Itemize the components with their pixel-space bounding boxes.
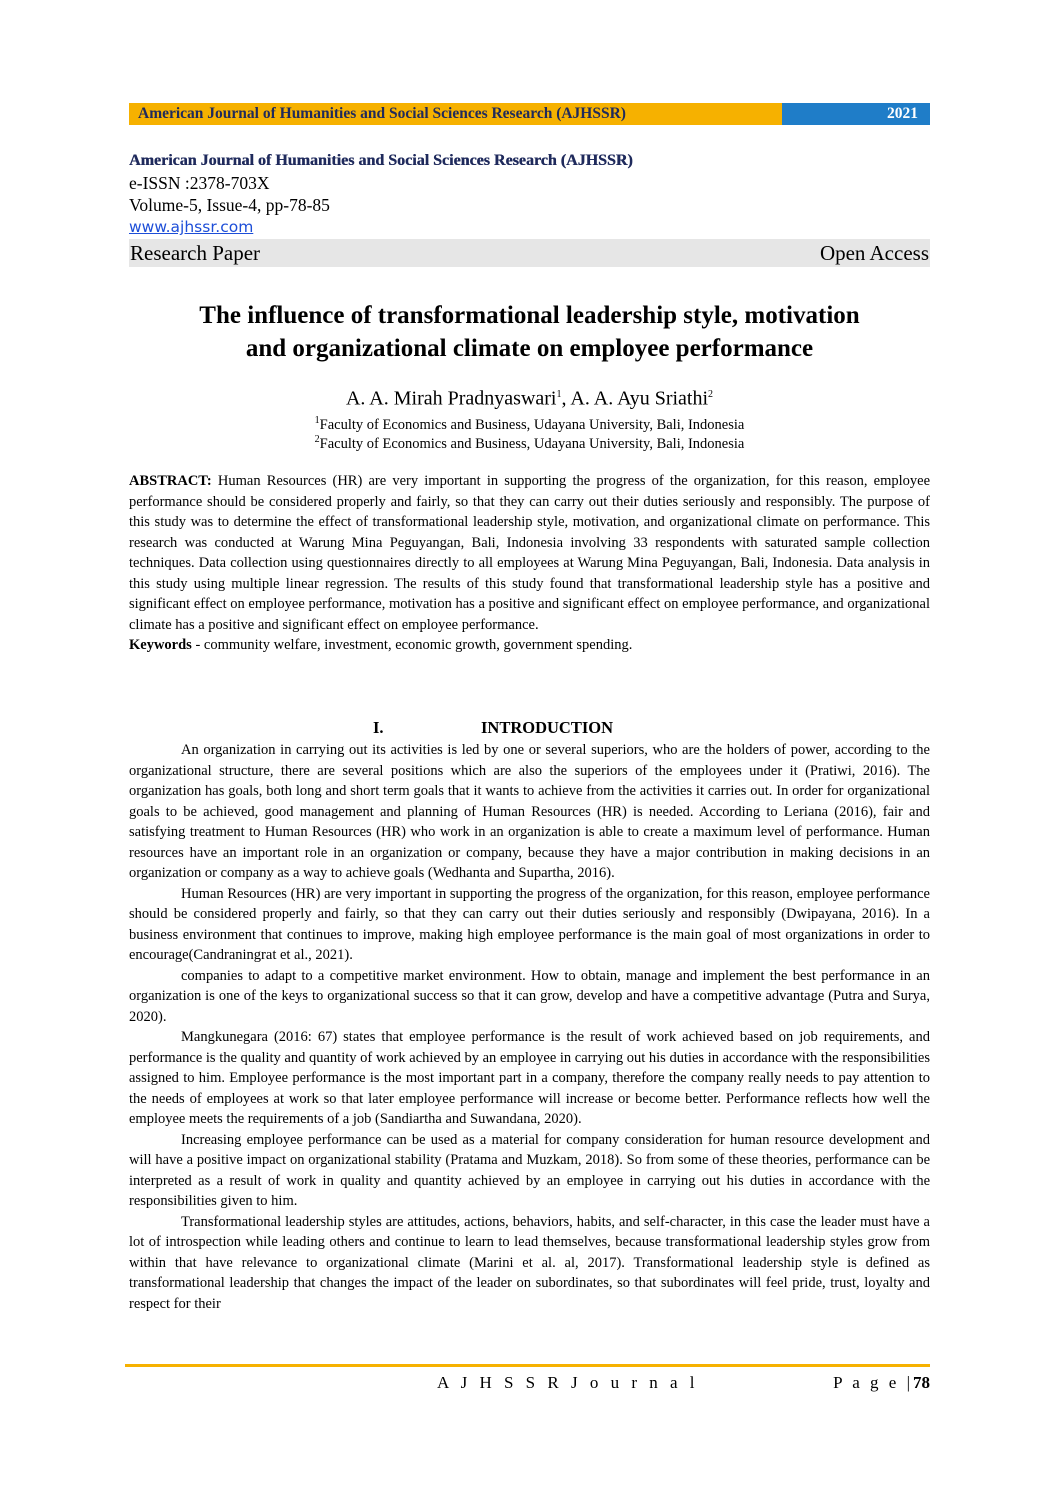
abstract-text: Human Resources (HR) are very important in supporting the progress of the organization, for this reason, employee performance should be considered properly and fairly, so that they can carry out their duties seriously and responsibly. The purpose of this study was to determine the effect of transformational leadership style, motivation, and organizational climate on performance. This research was conducted at Warung Mina Peguyangan, Bali, Indonesia involving 33 respondents with saturated sample collection techniques. Data collection using questionnaires directly to all employees at Warung Mina Peguyangan, Bali, Indonesia. Data analysis in this study using multiple linear regression. The results of this study found that transformational leadership style has a positive and significant effect on employee performance, motivation has a positive and significant effect on employee performance, and organizational climate has a positive and significant effect on employee performance. [129,473,930,633]
title-line-2: and organizational climate on employee performance [245,335,814,362]
affiliation-1-mark: 1 [314,415,320,426]
abstract-label: ABSTRACT: [129,473,212,489]
paper-type-bar [129,239,930,267]
affiliation-2-mark: 2 [314,434,320,445]
author-separator: , [561,387,571,410]
body-paragraph-3: companies to adapt to a competitive market environment. How to obtain, manage and implement the best performance in an organization is one of the keys to organizational success so that it can grow, develop and have a competitive advantage (Putra and Surya, 2020). [129,967,930,1025]
running-head-journal: American Journal of Humanities and Social Sciences Research (AJHSSR) [129,103,782,125]
author-1-affiliation-mark: 1 [556,389,562,400]
keywords-label: Keywords [129,637,192,653]
affiliation-2 [129,430,930,454]
title-line-1: The influence of transformational leadership style, motivation [199,302,860,329]
keywords-text: - community welfare, investment, economic growth, government spending. [191,637,633,653]
section-number: I. [373,718,384,737]
footer-page-label: P a g e | [833,1373,913,1392]
meta-journal-name: American Journal of Humanities and Social Sciences Research (AJHSSR) [129,152,633,169]
abstract-paragraph [129,471,930,635]
publication-meta [129,150,930,267]
meta-volume: Volume-5, Issue-4, pp-78-85 [129,195,330,215]
page-footer [129,1373,930,1397]
body-paragraph-4: Mangkunegara (2016: 67) states that employee performance is the result of work achieved based on job requirements, and performance is the quality and quantity of work achieved by an employee in carrying out his duties in accordance with the responsibilities assigned to him. Employee performance is the most important part in a company, therefore the company really needs to pay attention to the needs of employees at work so that later employee performance will increase or become better. Performance reflects how well the employee meets the requirements of a job (Sandiartha and Suwandana, 2020). [129,1029,930,1127]
running-head-year: 2021 [782,103,930,125]
footer-page-number: 78 [913,1373,930,1392]
author-list [129,382,930,412]
body-paragraph-1: An organization in carrying out its activities is led by one or several superiors, who are the holders of power, according to the organizational structure, there are several positions which are also the superiors of the employees under it (Pratiwi, 2016). The organization has goals, both long and short term goals that it wants to achieve from the activities it carries out. In order for organizational goals to be achieved, good management and planning of Human Resources (HR) is needed. According to Leriana (2016), fair and satisfying treatment to Human Resources (HR) who work in an organization is able to create a maximum level of performance. Human resources have an important role in an organization or company, because they have a major contribution in making decisions in an organization or company as a way to achieve goals (Wedhanta and Supartha, 2016). [129,742,930,881]
access-label: Open Access [819,241,929,265]
section-title: INTRODUCTION [481,718,614,737]
journal-website-link[interactable]: www.ajhssr.com [129,218,254,236]
footer-journal: A J H S S R J o u r n a l [437,1373,699,1392]
body-paragraph-6: Transformational leadership styles are attitudes, actions, behaviors, habits, and self-character, in this case the leader must have a lot of introspection while leading others and continue to learn to lead themselves, because transformational leadership styles grow from within that have relevance to organizational climate (Marini et al. al, 2017). Transformational leadership style is defined as transformational leadership that changes the impact of the leader on subordinates, so that subordinates will feel pride, trust, loyalty and respect for their [129,1213,930,1312]
abstract [129,471,930,656]
keywords-paragraph [129,635,930,656]
footer-page [833,1373,930,1393]
footer-rule [125,1364,930,1367]
author-1: A. A. Mirah Pradnyaswari [345,387,557,410]
introduction-body [129,740,930,1314]
affiliation-1-text: Faculty of Economics and Business, Udayana University, Bali, Indonesia [319,416,745,433]
meta-issn: e-ISSN :2378-703X [129,173,270,193]
author-2: A. A. Ayu Sriathi [570,387,709,410]
running-head [129,103,930,125]
paper-type-label: Research Paper [130,241,261,265]
paper-title [129,299,930,365]
affiliation-2-text: Faculty of Economics and Business, Udayana University, Bali, Indonesia [319,435,745,452]
body-paragraph-5: Increasing employee performance can be used as a material for company consideration for human resource development and will have a positive impact on organizational stability (Pratama and Muzkam, 2018). So from some of these theories, performance can be interpreted as a result of work in quality and quantity achieved by an employee in carrying out his duties in accordance with the responsibilities given to him. [129,1131,930,1209]
author-2-affiliation-mark: 2 [708,389,714,400]
body-paragraph-2: Human Resources (HR) are very important in supporting the progress of the organization, for this reason, employee performance should be considered properly and fairly, so that they can carry out their duties seriously and responsibly (Dwipayana, 2016). In a business environment that continues to improve, making high employee performance is the main goal of most organizations in order to encourage(Candraningrat et al., 2021). [129,885,930,963]
